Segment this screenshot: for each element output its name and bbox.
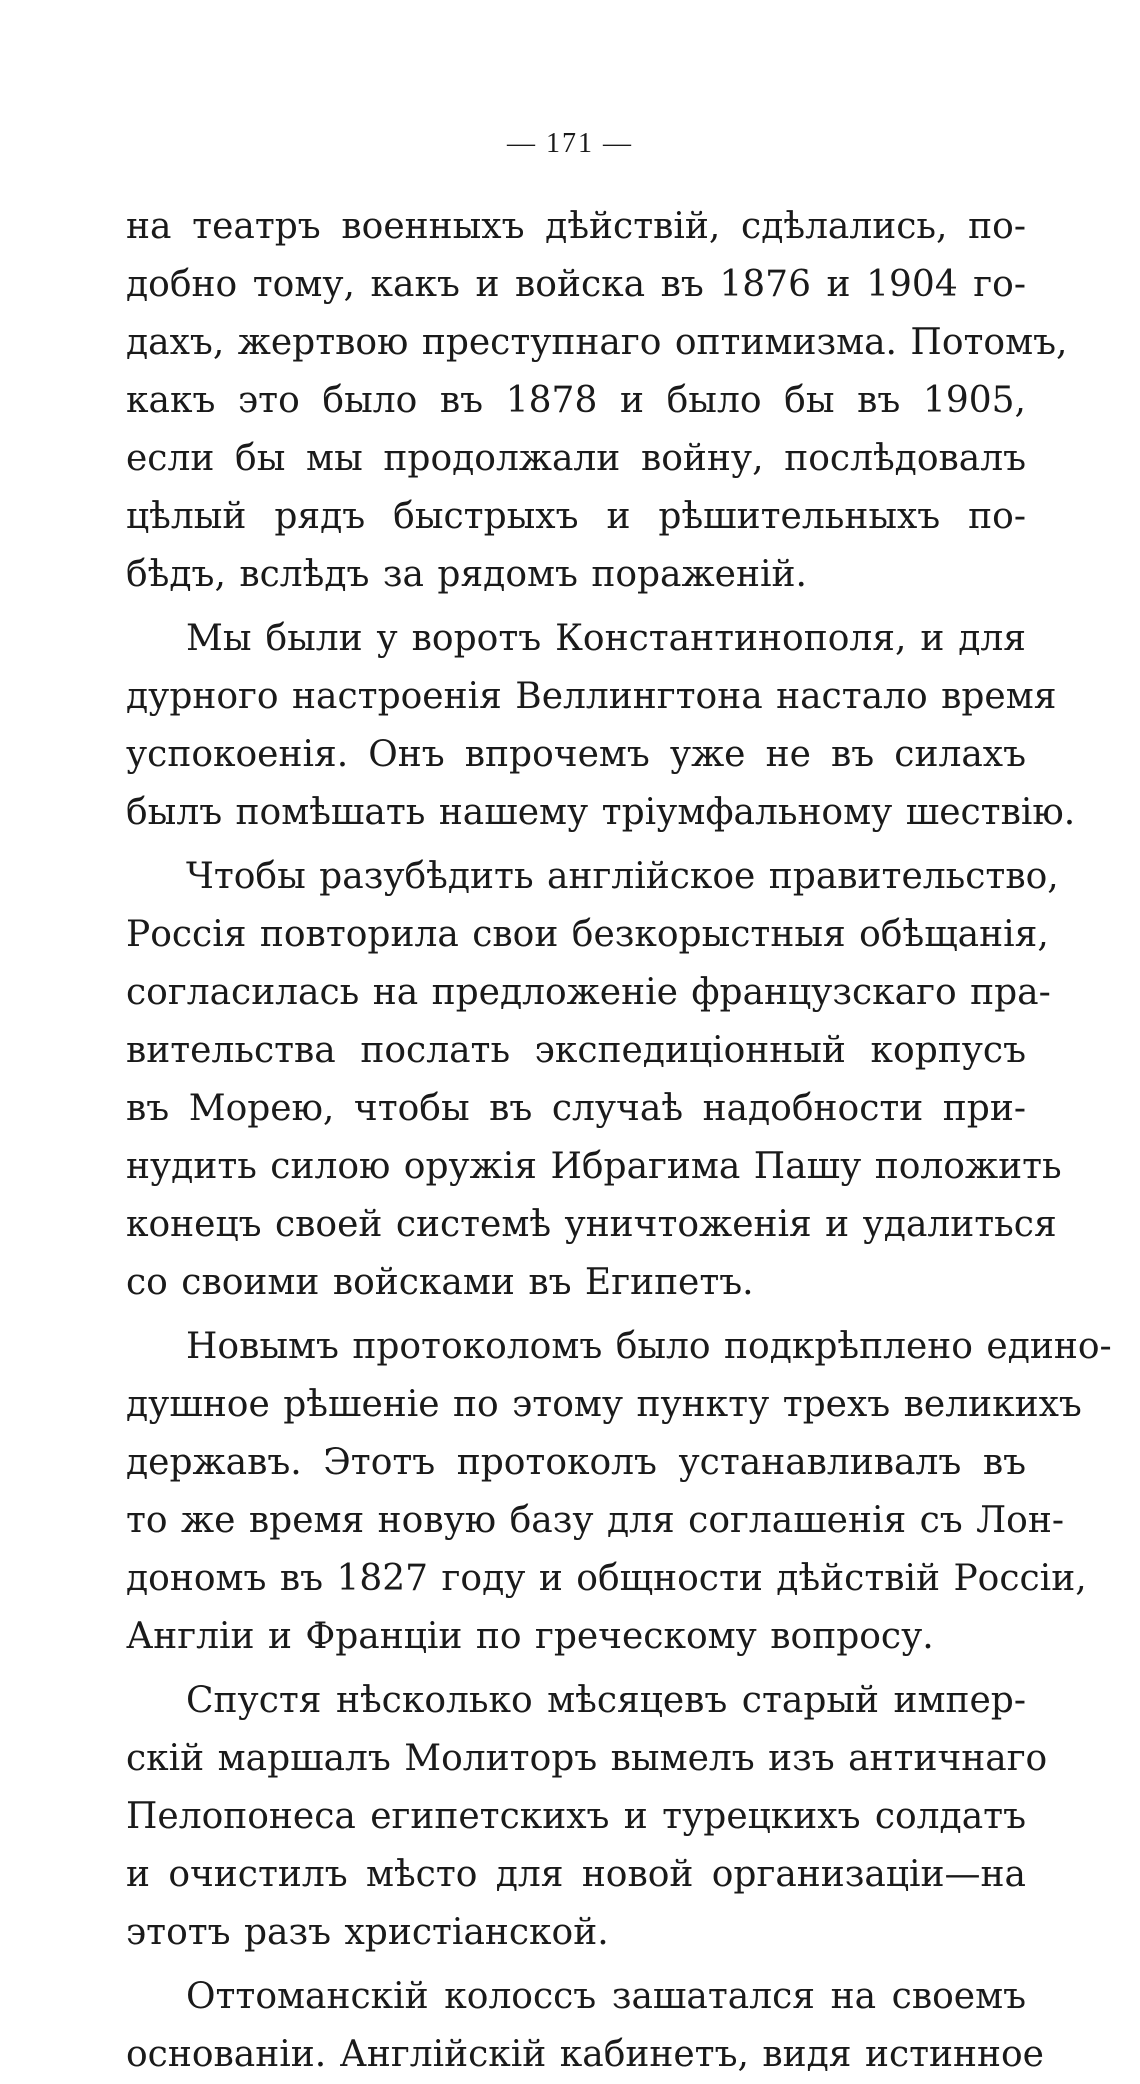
text-line: дономъ въ 1827 году и общности дѣйствій Россіи, bbox=[126, 1558, 1087, 1599]
text-line: Новымъ протоколомъ было подкрѣплено едино- bbox=[186, 1326, 1112, 1367]
text-line: на театръ военныхъ дѣйствій, сдѣлались, по- bbox=[126, 206, 1026, 247]
text-line: Пелопонеса египетскихъ и турецкихъ солдатъ bbox=[126, 1796, 1026, 1837]
text-line: скій маршалъ Молиторъ вымелъ изъ античнаго bbox=[126, 1738, 1048, 1779]
text-line: Оттоманскій колоссъ зашатался на своемъ bbox=[186, 1976, 1026, 2017]
paragraph bbox=[126, 198, 1068, 604]
text-line: былъ помѣшать нашему тріумфальному шествію. bbox=[126, 792, 1076, 833]
text-line: со своими войсками въ Египетъ. bbox=[126, 1262, 754, 1303]
text-line: основаніи. Англійскій кабинетъ, видя истинное bbox=[126, 2034, 1044, 2075]
text-line: дурного настроенія Веллингтона настало время bbox=[126, 676, 1057, 717]
text-line: душное рѣшеніе по этому пункту трехъ великихъ bbox=[126, 1384, 1082, 1425]
text-line: бѣдъ, вслѣдъ за рядомъ пораженій. bbox=[126, 554, 807, 595]
text-line: конецъ своей системѣ уничтоженія и удалиться bbox=[126, 1204, 1057, 1245]
text-line: Спустя нѣсколько мѣсяцевъ старый импер- bbox=[186, 1680, 1026, 1721]
text-line: Англіи и Франціи по греческому вопросу. bbox=[126, 1616, 934, 1657]
text-line: нудить силою оружія Ибрагима Пашу положить bbox=[126, 1146, 1062, 1187]
text-line: вительства послать экспедиціонный корпусъ bbox=[126, 1030, 1026, 1071]
text-line: державъ. Этотъ протоколъ устанавливалъ въ bbox=[126, 1442, 1026, 1483]
text-line: дахъ, жертвою преступнаго оптимизма. Потомъ, bbox=[126, 322, 1068, 363]
text-body bbox=[126, 198, 1112, 2084]
text-line: то же время новую базу для соглашенія съ Лон- bbox=[126, 1500, 1065, 1541]
text-line: если бы мы продолжали войну, послѣдовалъ bbox=[126, 438, 1026, 479]
text-line: добно тому, какъ и войска въ 1876 и 1904 го- bbox=[126, 264, 1026, 305]
paragraph bbox=[126, 1968, 1044, 2084]
text-line: цѣлый рядъ быстрыхъ и рѣшительныхъ по- bbox=[126, 496, 1026, 537]
text-line: успокоенія. Онъ впрочемъ уже не въ силахъ bbox=[126, 734, 1026, 775]
text-line: въ Морею, чтобы въ случаѣ надобности при- bbox=[126, 1088, 1026, 1129]
paragraph bbox=[126, 610, 1076, 842]
text-line: и очистилъ мѣсто для новой организаціи—на bbox=[126, 1854, 1026, 1895]
text-line: Мы были у воротъ Константинополя, и для bbox=[186, 618, 1026, 659]
text-line: Россія повторила свои безкорыстныя обѣщанія, bbox=[126, 914, 1049, 955]
text-line: Чтобы разубѣдить англійское правительство, bbox=[186, 856, 1059, 897]
paragraph bbox=[126, 848, 1062, 1312]
text-line: какъ это было въ 1878 и было бы въ 1905, bbox=[126, 380, 1026, 421]
paragraph bbox=[126, 1318, 1112, 1666]
text-line: этотъ разъ христіанской. bbox=[126, 1912, 609, 1953]
text-line: согласилась на предложеніе французскаго пра- bbox=[126, 972, 1051, 1013]
paragraph bbox=[126, 1672, 1048, 1962]
page-number: — 171 — bbox=[507, 128, 633, 159]
